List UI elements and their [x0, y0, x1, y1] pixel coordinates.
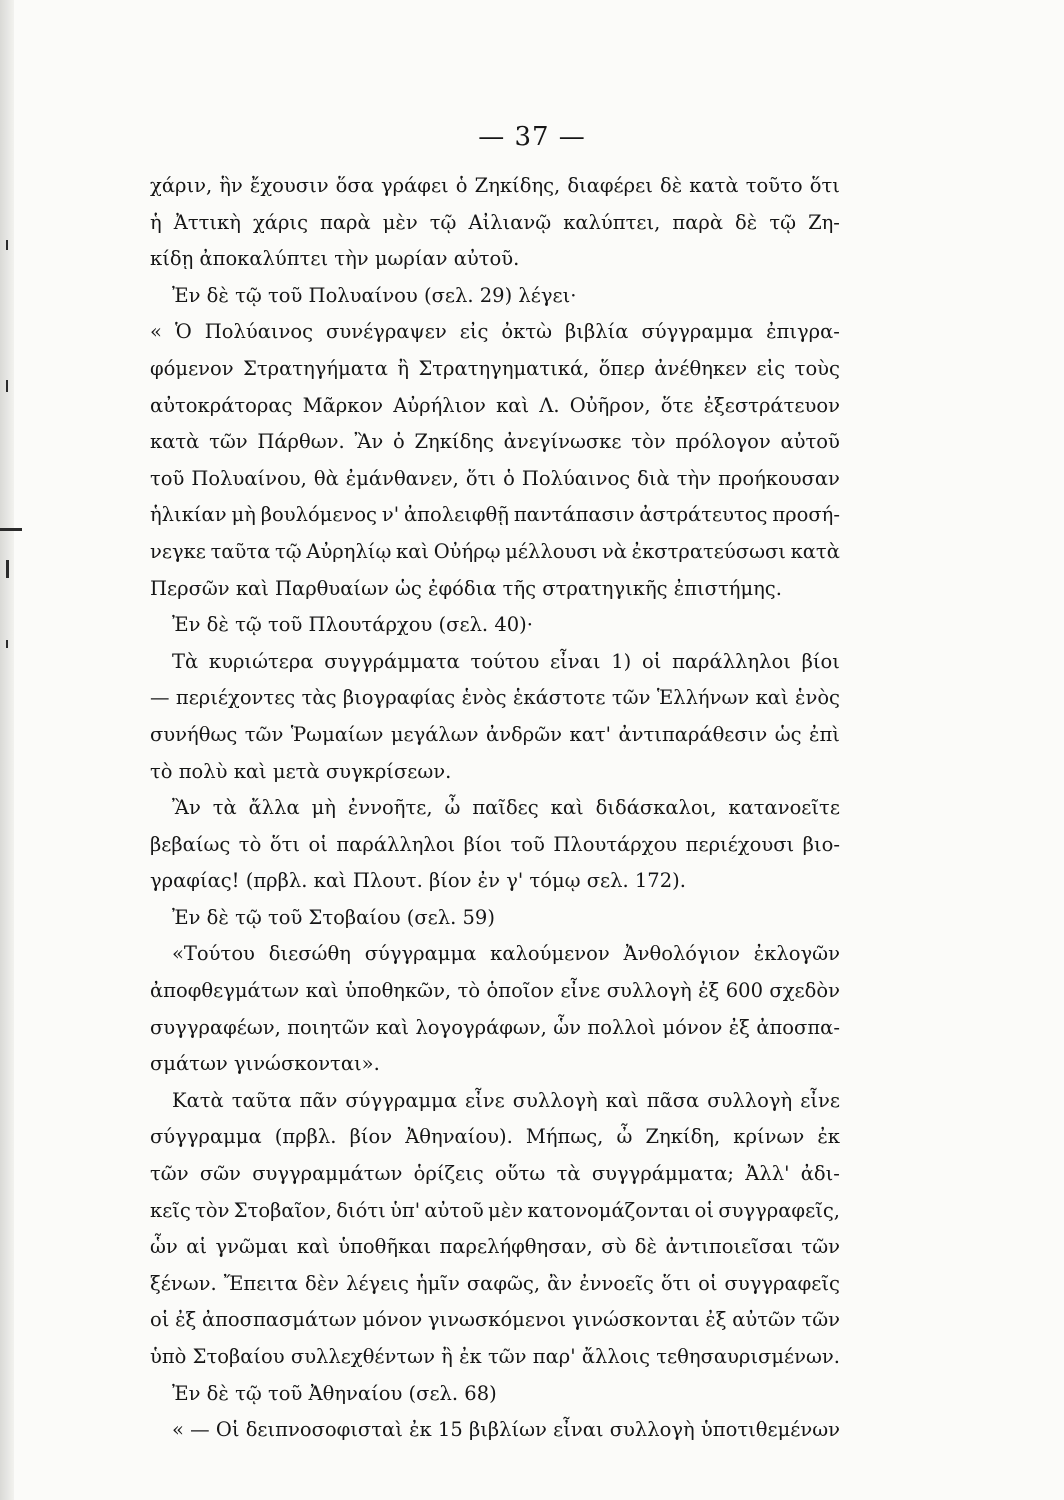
word: παράλληλοι [336, 832, 456, 856]
word: ἐξ [698, 979, 720, 1003]
word: ἀνεγίνωσκε [503, 430, 622, 454]
word: Οὐῆρον, [569, 393, 651, 417]
word: ἑνὸς [461, 686, 507, 710]
text-line [150, 351, 840, 388]
word: ἐξ [705, 1308, 727, 1332]
word: βουλόμενος [260, 503, 377, 527]
word: ὅτι [465, 466, 497, 490]
word: οἱ [150, 1308, 170, 1332]
word: ὁποῖον [486, 979, 555, 1003]
word: δὲ [634, 1235, 658, 1259]
word: Στρατηγηματικά, [418, 356, 590, 380]
word: « [172, 1418, 184, 1442]
word: διδάσκαλοι, [595, 796, 717, 820]
word: διότι [336, 1198, 386, 1222]
text-line [150, 1156, 840, 1193]
word: μὲν [488, 1198, 524, 1222]
word: Πολύαινος [521, 466, 631, 490]
word: τῶν [611, 686, 651, 710]
word: παντάπασιν [513, 503, 635, 527]
text-line [150, 168, 840, 205]
word: εἰς [459, 320, 489, 344]
word: δὲν [304, 1271, 340, 1295]
word: ἐμάνθανεν, [345, 466, 459, 490]
word: παῖδες [472, 796, 539, 820]
word: ταῦτα [210, 539, 271, 563]
word: ὅτι [660, 1271, 692, 1295]
binding-mark [6, 380, 8, 392]
word: διεσώθη [268, 942, 351, 966]
word: τὸν [195, 1198, 230, 1222]
word: Ἀττικὴ [173, 210, 241, 234]
word: ἑκάστοτε [512, 686, 606, 710]
word: ἐννοεῖς [579, 1271, 654, 1295]
word: συλλογὴ [707, 1088, 793, 1112]
text-line [150, 1010, 840, 1047]
word: Ἀνθολόγιον [623, 942, 740, 966]
word: ποιητῶν [287, 1015, 370, 1039]
word: Στοβαῖον, [233, 1198, 332, 1222]
word: (πρβλ. [274, 1125, 337, 1149]
word: συλλογὴ [512, 1088, 598, 1112]
text-line: κίδῃ ἀποκαλύπτει τὴν μωρίαν αὐτοῦ. [150, 247, 520, 271]
text-line [150, 497, 840, 534]
word: Ἔπειτα [223, 1271, 298, 1295]
word: — [150, 686, 170, 710]
text-line [150, 644, 840, 681]
word: σύγγραμμα [150, 1125, 262, 1149]
word: καὶ [550, 796, 584, 820]
text-line [150, 1266, 840, 1303]
word: ὁρίζεις [413, 1162, 484, 1186]
text-line [150, 534, 840, 571]
word: ὡς [774, 722, 802, 746]
binding-mark [0, 528, 22, 531]
word: ὅτε [660, 393, 694, 417]
word: αὐτῶν [732, 1308, 796, 1332]
word: ὑπ' [390, 1198, 421, 1222]
text-line: Ἐν δὲ τῷ τοῦ Στοβαίου (σελ. 59) [172, 905, 495, 929]
word: Ἀλλ' [745, 1162, 790, 1186]
word: τῶν [487, 1345, 527, 1368]
word: πολλοὶ [587, 1015, 657, 1039]
word: ἡμῖν [415, 1271, 460, 1295]
word: Μᾶρκον [302, 393, 384, 417]
text-line [150, 388, 840, 425]
word: 1) [611, 649, 632, 673]
word: ὧν [150, 1235, 178, 1259]
word: Ῥωμαίων [290, 722, 384, 746]
word: ἐξ [728, 1015, 750, 1039]
word: Πολύαινος [204, 320, 314, 344]
word: παρὰ [320, 210, 371, 234]
word: τοῦ [150, 466, 185, 490]
word: Στοβαίου [192, 1345, 285, 1368]
word: νεγκε [150, 539, 206, 563]
word: βίοι [463, 832, 502, 856]
binding-mark [6, 240, 8, 250]
word: Ἑλλήνων [656, 686, 750, 710]
word: τοῦτο [745, 174, 803, 197]
word: βιο- [802, 832, 840, 856]
word: εἰς [756, 356, 786, 380]
text-line: Ἐν δὲ τῷ τοῦ Ἀθηναίου (σελ. 68) [172, 1381, 497, 1405]
word: πᾶσα [646, 1088, 700, 1112]
word: αὐτοῦ [424, 1198, 484, 1222]
word: 15 [437, 1418, 463, 1442]
word: τοῦ [510, 832, 545, 856]
word: πρόλογον [675, 430, 771, 454]
word: ἑνὸς [795, 686, 840, 710]
word: ἀπολειφθῇ [404, 503, 509, 527]
word: ἣν [219, 174, 243, 197]
word: βιβλία [565, 320, 629, 344]
text-line [150, 424, 840, 461]
word: γινώσκονται [571, 1308, 700, 1332]
word: τὸν [631, 430, 666, 454]
word: τῶν [150, 1162, 189, 1186]
text-line [150, 827, 840, 864]
text-line [150, 717, 840, 754]
word: τὴν [676, 466, 712, 490]
word: Οἱ [215, 1418, 240, 1442]
word: κρίνων [733, 1125, 805, 1149]
word: προσή- [772, 503, 840, 527]
word: τοὺς [794, 356, 840, 380]
text-line [150, 461, 840, 498]
word: Ἀθηναίου). [405, 1125, 513, 1149]
word: ἢ [397, 356, 410, 380]
word: δὲ [735, 210, 758, 234]
word: ξένων. [150, 1271, 217, 1295]
word: ἐννοῆτε, [347, 796, 433, 820]
word: «Τούτου [172, 942, 255, 966]
word: ἀδι- [800, 1162, 840, 1186]
word: Οὐήρῳ [433, 539, 501, 563]
text-line [150, 1229, 840, 1266]
text-line: Ἐν δὲ τῷ τοῦ Πολυαίνου (σελ. 29) λέγει· [172, 283, 577, 307]
word: ἐξεστράτευον [703, 393, 840, 417]
text-line [150, 205, 840, 242]
word: ὁ [455, 174, 468, 197]
word: ἀποφθεγμάτων [150, 979, 300, 1003]
word: ὑποθῆκαι [338, 1235, 432, 1259]
text-line [150, 936, 840, 973]
word: δειπνοσοφισταὶ [245, 1418, 403, 1442]
word: ἢ [441, 1345, 453, 1368]
word: τὰ [212, 796, 237, 820]
word: σῶν [199, 1162, 241, 1186]
word: καὶ [376, 1015, 410, 1039]
word: παράλληλοι [672, 649, 791, 673]
word: συλλογὴ [609, 1418, 695, 1442]
word: νὰ [601, 539, 627, 563]
word: ἐπιγρα- [766, 320, 840, 344]
binding-mark [6, 640, 8, 648]
word: ἀντιπαράθεσιν [618, 722, 768, 746]
word: ἐκλογῶν [753, 942, 840, 966]
word: ἐκ [409, 1418, 432, 1442]
word: κατονομάζονται [527, 1198, 691, 1222]
word: ἀντιποιεῖσαι [665, 1235, 793, 1259]
word: παρελήφθησαν, [439, 1235, 593, 1259]
word: τῶν [244, 722, 284, 746]
word: Αὐρηλίῳ [306, 539, 392, 563]
word: συγγραφεῖς [724, 1271, 840, 1295]
word: τῶν [801, 1235, 840, 1259]
word: ἀνέθηκεν [654, 356, 748, 380]
word: ὧν [553, 1015, 581, 1039]
word: βιβλίων [468, 1418, 547, 1442]
word: διὰ [637, 466, 670, 490]
word: εἶναι [553, 1418, 604, 1442]
word: ἀποσπασμάτων [201, 1308, 357, 1332]
word: κατὰ [790, 539, 840, 563]
word: ὑπὸ [150, 1345, 187, 1368]
word: καὶ [396, 539, 430, 563]
word: ἡ [150, 210, 162, 234]
word: Πάρθων. [257, 430, 345, 454]
word: Μήπως, [525, 1125, 604, 1149]
word: ἐκ [459, 1345, 482, 1368]
word: σαφῶς, [466, 1271, 541, 1295]
word: Ἂν [354, 430, 384, 454]
text-line [150, 1339, 840, 1376]
word: ὅτι [269, 832, 301, 856]
word: ὁ [393, 430, 405, 454]
word: εἶνε [560, 979, 601, 1003]
word: μὲν [382, 210, 418, 234]
text-line [150, 1119, 840, 1156]
word: τῷ [429, 210, 457, 234]
word: ὁ [503, 466, 515, 490]
word: ἄλλοις [581, 1345, 651, 1368]
word: 600 [725, 979, 763, 1003]
word: τεθησαυρισμένων. [656, 1345, 840, 1368]
word: τῷ [769, 210, 797, 234]
word: Αἰλιανῷ [468, 210, 552, 234]
word: ἐκ [817, 1125, 840, 1149]
text-line: Ἐν δὲ τῷ τοῦ Πλουτάρχου (σελ. 40)· [172, 613, 533, 637]
word: παρὰ [672, 210, 723, 234]
word: αὐτοκράτορας [150, 393, 293, 417]
word: ἐπὶ [809, 722, 840, 746]
word: ἂν [547, 1271, 573, 1295]
text-line: σμάτων γινώσκονται». [150, 1052, 380, 1076]
word: περιέχουσι [685, 832, 795, 856]
text-line [150, 973, 840, 1010]
word: οἱ [641, 649, 662, 673]
word: βίοι [801, 649, 840, 673]
word: λογογράφων, [415, 1015, 547, 1039]
word: χάριν, [150, 174, 213, 197]
word: συλλεχθέντων [290, 1345, 435, 1368]
word: ἀποσπα- [756, 1015, 840, 1039]
word: Πλουτάρχου [553, 832, 678, 856]
word: ἄλλα [248, 796, 300, 820]
text-line: Περσῶν καὶ Παρθυαίων ὡς ἐφόδια τῆς στρατηγικῆς ἐπιστήμης. [150, 576, 782, 600]
word: καὶ [305, 979, 339, 1003]
word: τὰ [556, 1162, 581, 1186]
word: σύγγραμμα [345, 1088, 457, 1112]
word: ὦ [616, 1125, 633, 1149]
word: ὅτι [809, 174, 840, 197]
word: γινωσκόμενοι [427, 1308, 567, 1332]
word: « [150, 320, 162, 344]
word: τῶν [209, 430, 248, 454]
text-line: γραφίας! (πρβλ. καὶ Πλουτ. βίον ἐν γ' τόμῳ σελ. 172). [150, 869, 686, 893]
word: Ἂν [172, 796, 201, 820]
word: κατὰ [150, 430, 200, 454]
word: βίον [349, 1125, 393, 1149]
word: τῶν [801, 1308, 840, 1332]
text-line [150, 314, 840, 351]
word: συνήθως [150, 722, 238, 746]
word: σὺ [601, 1235, 627, 1259]
word: ὅσα [335, 174, 374, 197]
word: ἔχουσιν [249, 174, 329, 197]
word: ν' [381, 503, 400, 527]
word: εἶνε [465, 1088, 505, 1112]
body-text [150, 168, 840, 1449]
word: προήκουσαν [718, 466, 840, 490]
word: συγγραφεῖς, [718, 1198, 840, 1222]
word: οἱ [694, 1198, 715, 1222]
word: Ζηκίδης, [474, 174, 561, 197]
word: ἀνδρῶν [486, 722, 563, 746]
word: βιογραφίας [342, 686, 456, 710]
word: ἀστράτευτος [639, 503, 768, 527]
text-line [150, 680, 840, 717]
word: Ὁ [174, 320, 192, 344]
text-line [150, 1302, 840, 1339]
word: μεγάλων [390, 722, 479, 746]
word: εἶναι [550, 649, 601, 673]
word: ἡλικίαν [150, 503, 227, 527]
word: ὑποθηκῶν, [345, 979, 452, 1003]
text-line [150, 1083, 840, 1120]
word: τῷ [275, 539, 302, 563]
word: Τὰ [172, 649, 199, 673]
word: Πολυαίνου, [191, 466, 307, 490]
word: παρ' [532, 1345, 576, 1368]
word: γράφει [381, 174, 449, 197]
page-number: — 37 — [478, 122, 586, 152]
word: μὴ [311, 796, 336, 820]
word: χάρις [252, 210, 308, 234]
word: φόμενον [150, 356, 234, 380]
word: συνέγραψεν [326, 320, 447, 344]
word: καὶ [296, 1235, 330, 1259]
word: διαφέρει [567, 174, 653, 197]
word: Ζη- [808, 210, 840, 234]
word: ὀκτὼ [501, 320, 553, 344]
word: Λ. [539, 393, 560, 417]
word: ὅπερ [598, 356, 645, 380]
word: οἱ [308, 832, 328, 856]
word: Στρατηγήματα [243, 356, 388, 380]
word: συγγραφέων, [150, 1015, 281, 1039]
word: κατ' [569, 722, 612, 746]
word: ἐκστρατεύσωσι [631, 539, 786, 563]
word: Ζηκίδη, [645, 1125, 721, 1149]
word: Αὐρήλιον [393, 393, 486, 417]
word: ὑποτιθεμένων [700, 1418, 840, 1442]
word: καὶ [496, 393, 530, 417]
word: κατανοεῖτε [728, 796, 840, 820]
word: καὶ [755, 686, 789, 710]
word: συγγραμμάτων [252, 1162, 403, 1186]
word: πᾶν [299, 1088, 338, 1112]
word: γνῶμαι [215, 1235, 289, 1259]
binding-mark [6, 560, 9, 578]
word: συγγράμματα; [591, 1162, 734, 1186]
text-line: τὸ πολὺ καὶ μετὰ συγκρίσεων. [150, 759, 452, 783]
word: μόνον [362, 1308, 423, 1332]
word: αὐτοῦ [780, 430, 840, 454]
word: κατὰ [689, 174, 739, 197]
word: βεβαίως [150, 832, 231, 856]
word: τὰς [301, 686, 337, 710]
word: οἱ [698, 1271, 718, 1295]
word: — [190, 1418, 210, 1442]
word: τὸ [238, 832, 262, 856]
word: δὲ [659, 174, 683, 197]
word: περιέχοντες [175, 686, 296, 710]
word: κυριώτερα [208, 649, 314, 673]
page-edge [0, 0, 14, 1500]
text-line [150, 790, 840, 827]
word: τὸ [457, 979, 481, 1003]
word: εἶνε [800, 1088, 840, 1112]
word: συλλογὴ [606, 979, 692, 1003]
word: κεῖς [150, 1198, 191, 1222]
word: καλύπτει, [563, 210, 661, 234]
word: καλούμενον [490, 942, 610, 966]
word: αἱ [186, 1235, 208, 1259]
word: λέγεις [346, 1271, 409, 1295]
word: ἐξ [175, 1308, 197, 1332]
word: σχεδὸν [769, 979, 840, 1003]
text-line [150, 1193, 840, 1230]
word: σύγγραμμα [641, 320, 754, 344]
word: ὦ [444, 796, 461, 820]
word: καὶ [605, 1088, 639, 1112]
word: μόνον [662, 1015, 723, 1039]
word: θὰ [313, 466, 339, 490]
text-line [150, 1412, 840, 1449]
word: μὴ [231, 503, 256, 527]
word: τούτου [470, 649, 540, 673]
word: Ζηκίδης [414, 430, 494, 454]
word: συγγράμματα [324, 649, 460, 673]
word: μέλλουσι [505, 539, 598, 563]
word: ταῦτα [231, 1088, 292, 1112]
word: Κατὰ [172, 1088, 224, 1112]
word: οὕτω [495, 1162, 546, 1186]
word: σύγγραμμα [364, 942, 477, 966]
